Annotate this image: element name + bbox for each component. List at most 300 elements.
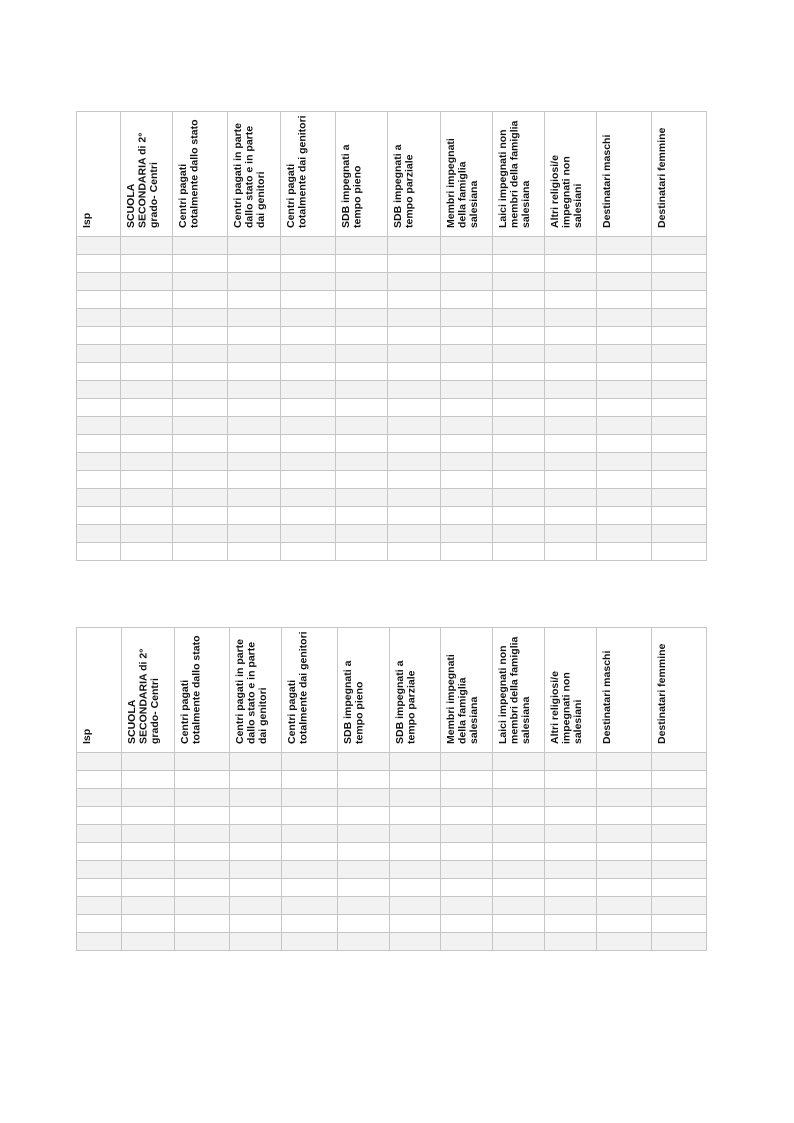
table-cell[interactable] [122,879,175,897]
table-cell[interactable] [230,771,282,789]
table-cell[interactable] [228,327,281,345]
table-cell[interactable] [282,753,338,771]
table-cell[interactable] [545,417,597,435]
table-cell[interactable] [228,489,281,507]
table-cell[interactable] [388,435,441,453]
table-cell[interactable] [121,381,173,399]
table-cell[interactable] [493,435,545,453]
table-cell[interactable] [281,255,336,273]
table-cell[interactable] [77,309,121,327]
table-cell[interactable] [121,453,173,471]
table-cell[interactable] [390,879,441,897]
table-cell[interactable] [441,291,493,309]
table-cell[interactable] [441,543,493,561]
table-cell[interactable] [77,237,121,255]
table-cell[interactable] [336,237,388,255]
table-cell[interactable] [545,807,597,825]
table-cell[interactable] [122,897,175,915]
table-cell[interactable] [230,825,282,843]
table-cell[interactable] [336,471,388,489]
table-cell[interactable] [336,435,388,453]
table-cell[interactable] [77,543,121,561]
table-cell[interactable] [122,753,175,771]
table-cell[interactable] [441,915,493,933]
table-cell[interactable] [597,453,652,471]
table-cell[interactable] [173,417,228,435]
table-cell[interactable] [388,381,441,399]
table-cell[interactable] [175,915,230,933]
table-cell[interactable] [228,399,281,417]
table-cell[interactable] [493,807,545,825]
table-cell[interactable] [652,471,707,489]
table-cell[interactable] [388,363,441,381]
table-cell[interactable] [493,273,545,291]
table-cell[interactable] [390,789,441,807]
table-cell[interactable] [338,771,390,789]
table-cell[interactable] [493,489,545,507]
table-cell[interactable] [122,861,175,879]
table-cell[interactable] [597,435,652,453]
table-cell[interactable] [282,825,338,843]
table-cell[interactable] [545,435,597,453]
table-cell[interactable] [336,273,388,291]
table-cell[interactable] [545,879,597,897]
table-cell[interactable] [388,291,441,309]
table-cell[interactable] [545,789,597,807]
table-cell[interactable] [545,363,597,381]
table-cell[interactable] [390,897,441,915]
table-cell[interactable] [441,897,493,915]
table-cell[interactable] [652,543,707,561]
table-cell[interactable] [652,489,707,507]
table-cell[interactable] [230,915,282,933]
table-cell[interactable] [545,843,597,861]
table-cell[interactable] [122,789,175,807]
table-cell[interactable] [121,525,173,543]
table-cell[interactable] [77,489,121,507]
table-cell[interactable] [77,825,122,843]
table-cell[interactable] [173,237,228,255]
table-cell[interactable] [597,471,652,489]
table-cell[interactable] [441,879,493,897]
table-cell[interactable] [281,363,336,381]
table-cell[interactable] [597,255,652,273]
table-cell[interactable] [281,399,336,417]
table-cell[interactable] [175,771,230,789]
table-cell[interactable] [77,345,121,363]
table-cell[interactable] [652,933,707,951]
table-cell[interactable] [388,525,441,543]
table-cell[interactable] [173,399,228,417]
table-cell[interactable] [228,345,281,363]
table-cell[interactable] [175,933,230,951]
table-cell[interactable] [336,489,388,507]
table-cell[interactable] [545,825,597,843]
table-cell[interactable] [441,453,493,471]
table-cell[interactable] [545,543,597,561]
table-cell[interactable] [77,843,122,861]
table-cell[interactable] [441,861,493,879]
table-cell[interactable] [597,417,652,435]
table-cell[interactable] [388,453,441,471]
table-cell[interactable] [173,489,228,507]
table-cell[interactable] [652,525,707,543]
table-cell[interactable] [173,543,228,561]
table-cell[interactable] [597,273,652,291]
table-cell[interactable] [173,453,228,471]
table-cell[interactable] [545,915,597,933]
table-cell[interactable] [230,933,282,951]
table-cell[interactable] [493,471,545,489]
table-cell[interactable] [122,933,175,951]
table-cell[interactable] [282,807,338,825]
table-cell[interactable] [281,417,336,435]
table-cell[interactable] [545,273,597,291]
table-cell[interactable] [597,543,652,561]
table-cell[interactable] [336,525,388,543]
table-cell[interactable] [441,489,493,507]
table-cell[interactable] [441,843,493,861]
table-cell[interactable] [388,237,441,255]
table-cell[interactable] [493,327,545,345]
table-cell[interactable] [652,507,707,525]
table-cell[interactable] [597,237,652,255]
table-cell[interactable] [441,525,493,543]
table-cell[interactable] [441,309,493,327]
table-cell[interactable] [652,381,707,399]
table-cell[interactable] [336,255,388,273]
table-cell[interactable] [493,363,545,381]
table-cell[interactable] [652,771,707,789]
table-cell[interactable] [441,933,493,951]
table-cell[interactable] [338,843,390,861]
table-cell[interactable] [228,435,281,453]
table-cell[interactable] [441,399,493,417]
table-cell[interactable] [175,825,230,843]
table-cell[interactable] [77,327,121,345]
table-cell[interactable] [230,843,282,861]
table-cell[interactable] [388,471,441,489]
table-cell[interactable] [652,273,707,291]
table-cell[interactable] [441,273,493,291]
table-cell[interactable] [173,309,228,327]
table-cell[interactable] [388,489,441,507]
table-cell[interactable] [121,507,173,525]
table-cell[interactable] [390,843,441,861]
table-cell[interactable] [173,435,228,453]
table-cell[interactable] [441,771,493,789]
table-cell[interactable] [493,861,545,879]
table-cell[interactable] [493,933,545,951]
table-cell[interactable] [121,489,173,507]
table-cell[interactable] [282,879,338,897]
table-cell[interactable] [228,471,281,489]
table-cell[interactable] [652,255,707,273]
table-cell[interactable] [545,861,597,879]
table-cell[interactable] [175,843,230,861]
table-cell[interactable] [652,789,707,807]
table-cell[interactable] [281,489,336,507]
table-cell[interactable] [597,897,652,915]
table-cell[interactable] [493,381,545,399]
table-cell[interactable] [597,915,652,933]
table-cell[interactable] [336,345,388,363]
table-cell[interactable] [390,753,441,771]
table-cell[interactable] [77,381,121,399]
table-cell[interactable] [77,399,121,417]
table-cell[interactable] [388,345,441,363]
table-cell[interactable] [388,543,441,561]
table-cell[interactable] [338,807,390,825]
table-cell[interactable] [545,381,597,399]
table-cell[interactable] [281,309,336,327]
table-cell[interactable] [121,345,173,363]
table-cell[interactable] [597,507,652,525]
table-cell[interactable] [493,237,545,255]
table-cell[interactable] [441,825,493,843]
table-cell[interactable] [652,309,707,327]
table-cell[interactable] [77,915,122,933]
table-cell[interactable] [122,915,175,933]
table-cell[interactable] [281,525,336,543]
table-cell[interactable] [121,309,173,327]
table-cell[interactable] [545,471,597,489]
table-cell[interactable] [281,327,336,345]
table-cell[interactable] [652,861,707,879]
table-cell[interactable] [388,417,441,435]
table-cell[interactable] [597,291,652,309]
table-cell[interactable] [77,255,121,273]
table-cell[interactable] [77,897,122,915]
table-cell[interactable] [545,489,597,507]
table-cell[interactable] [390,807,441,825]
table-cell[interactable] [597,381,652,399]
table-cell[interactable] [336,309,388,327]
table-cell[interactable] [336,327,388,345]
table-cell[interactable] [281,507,336,525]
table-cell[interactable] [493,309,545,327]
table-cell[interactable] [228,507,281,525]
table-cell[interactable] [597,489,652,507]
table-cell[interactable] [545,291,597,309]
table-cell[interactable] [652,417,707,435]
table-cell[interactable] [338,789,390,807]
table-cell[interactable] [282,897,338,915]
table-cell[interactable] [597,807,652,825]
table-cell[interactable] [228,273,281,291]
table-cell[interactable] [388,399,441,417]
table-cell[interactable] [493,771,545,789]
table-cell[interactable] [282,933,338,951]
table-cell[interactable] [597,825,652,843]
table-cell[interactable] [282,789,338,807]
table-cell[interactable] [441,363,493,381]
table-cell[interactable] [545,753,597,771]
table-cell[interactable] [77,771,122,789]
table-cell[interactable] [493,879,545,897]
table-cell[interactable] [228,363,281,381]
table-cell[interactable] [390,933,441,951]
table-cell[interactable] [77,435,121,453]
table-cell[interactable] [121,255,173,273]
table-cell[interactable] [652,915,707,933]
table-cell[interactable] [336,399,388,417]
table-cell[interactable] [597,525,652,543]
table-cell[interactable] [338,825,390,843]
table-cell[interactable] [338,897,390,915]
table-cell[interactable] [390,825,441,843]
table-cell[interactable] [77,525,121,543]
table-cell[interactable] [441,417,493,435]
table-cell[interactable] [493,453,545,471]
table-cell[interactable] [493,399,545,417]
table-cell[interactable] [228,381,281,399]
table-cell[interactable] [545,507,597,525]
table-cell[interactable] [173,345,228,363]
table-cell[interactable] [228,255,281,273]
table-cell[interactable] [390,861,441,879]
table-cell[interactable] [390,915,441,933]
table-cell[interactable] [493,345,545,363]
table-cell[interactable] [122,843,175,861]
table-cell[interactable] [173,291,228,309]
table-cell[interactable] [173,327,228,345]
table-cell[interactable] [77,861,122,879]
table-cell[interactable] [228,453,281,471]
table-cell[interactable] [281,381,336,399]
table-cell[interactable] [338,879,390,897]
table-cell[interactable] [228,237,281,255]
table-cell[interactable] [388,255,441,273]
table-cell[interactable] [652,843,707,861]
table-cell[interactable] [441,789,493,807]
table-cell[interactable] [281,291,336,309]
table-cell[interactable] [388,273,441,291]
table-cell[interactable] [121,273,173,291]
table-cell[interactable] [282,861,338,879]
table-cell[interactable] [652,327,707,345]
table-cell[interactable] [652,345,707,363]
table-cell[interactable] [122,807,175,825]
table-cell[interactable] [336,291,388,309]
table-cell[interactable] [230,897,282,915]
table-cell[interactable] [441,435,493,453]
table-cell[interactable] [336,363,388,381]
table-cell[interactable] [597,753,652,771]
table-cell[interactable] [121,471,173,489]
table-cell[interactable] [281,237,336,255]
table-cell[interactable] [493,789,545,807]
table-cell[interactable] [545,933,597,951]
table-cell[interactable] [336,417,388,435]
table-cell[interactable] [493,753,545,771]
table-cell[interactable] [282,915,338,933]
table-cell[interactable] [173,255,228,273]
table-cell[interactable] [545,525,597,543]
table-cell[interactable] [77,273,121,291]
table-cell[interactable] [545,237,597,255]
table-cell[interactable] [230,879,282,897]
table-cell[interactable] [388,309,441,327]
table-cell[interactable] [121,327,173,345]
table-cell[interactable] [175,753,230,771]
table-cell[interactable] [282,771,338,789]
table-cell[interactable] [281,471,336,489]
table-cell[interactable] [441,381,493,399]
table-cell[interactable] [121,543,173,561]
table-cell[interactable] [173,471,228,489]
table-cell[interactable] [441,471,493,489]
table-cell[interactable] [77,753,122,771]
table-cell[interactable] [441,807,493,825]
table-cell[interactable] [77,507,121,525]
table-cell[interactable] [77,471,121,489]
table-cell[interactable] [230,861,282,879]
table-cell[interactable] [338,861,390,879]
table-cell[interactable] [441,507,493,525]
table-cell[interactable] [77,879,122,897]
table-cell[interactable] [652,291,707,309]
table-cell[interactable] [652,807,707,825]
table-cell[interactable] [493,897,545,915]
table-cell[interactable] [597,363,652,381]
table-cell[interactable] [281,345,336,363]
table-cell[interactable] [441,345,493,363]
table-cell[interactable] [175,879,230,897]
table-cell[interactable] [597,789,652,807]
table-cell[interactable] [545,399,597,417]
table-cell[interactable] [230,753,282,771]
table-cell[interactable] [175,789,230,807]
table-cell[interactable] [338,915,390,933]
table-cell[interactable] [493,843,545,861]
table-cell[interactable] [390,771,441,789]
table-cell[interactable] [77,417,121,435]
table-cell[interactable] [336,507,388,525]
table-cell[interactable] [493,825,545,843]
table-cell[interactable] [121,291,173,309]
table-cell[interactable] [336,453,388,471]
table-cell[interactable] [597,843,652,861]
table-cell[interactable] [545,327,597,345]
table-cell[interactable] [228,417,281,435]
table-cell[interactable] [597,933,652,951]
table-cell[interactable] [121,435,173,453]
table-cell[interactable] [652,753,707,771]
table-cell[interactable] [173,363,228,381]
table-cell[interactable] [175,861,230,879]
table-cell[interactable] [652,435,707,453]
table-cell[interactable] [597,327,652,345]
table-cell[interactable] [121,237,173,255]
table-cell[interactable] [441,753,493,771]
table-cell[interactable] [121,417,173,435]
table-cell[interactable] [281,273,336,291]
table-cell[interactable] [173,381,228,399]
table-cell[interactable] [122,771,175,789]
table-cell[interactable] [77,453,121,471]
table-cell[interactable] [388,327,441,345]
table-cell[interactable] [597,399,652,417]
table-cell[interactable] [175,897,230,915]
table-cell[interactable] [597,879,652,897]
table-cell[interactable] [77,363,121,381]
table-cell[interactable] [122,825,175,843]
table-cell[interactable] [652,399,707,417]
table-cell[interactable] [228,291,281,309]
table-cell[interactable] [597,309,652,327]
table-cell[interactable] [652,363,707,381]
